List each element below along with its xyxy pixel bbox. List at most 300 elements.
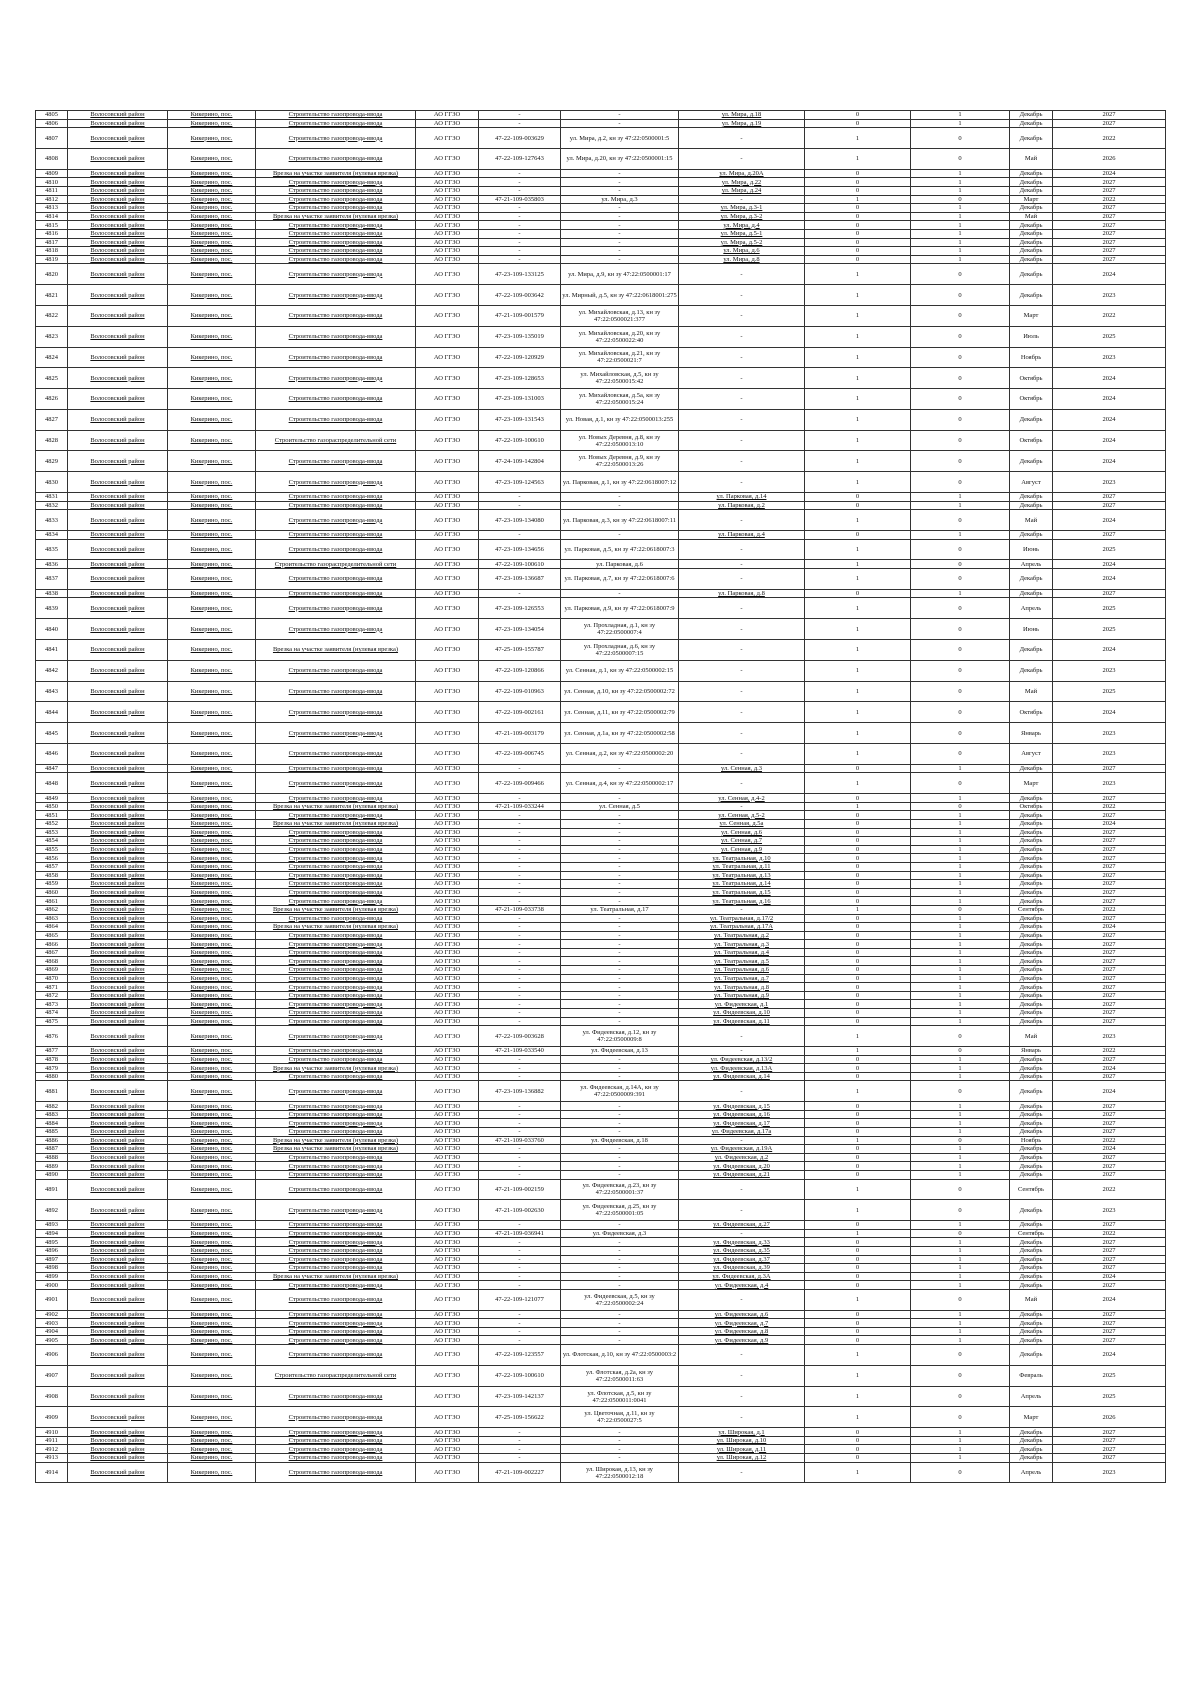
row-number-cell: 4889	[36, 1162, 68, 1171]
district-cell: Волосовский район	[68, 1102, 168, 1111]
organization-cell: АО ГГЗО	[416, 1336, 479, 1345]
count-b-cell: 1	[911, 589, 1010, 598]
organization-cell: АО ГГЗО	[416, 409, 479, 430]
organization-cell: АО ГГЗО	[416, 598, 479, 619]
month-cell: Декабрь	[1010, 837, 1053, 846]
month-cell: Сентябрь	[1010, 1229, 1053, 1238]
address-cadastral-cell: -	[561, 1064, 679, 1073]
district-cell: Волосовский район	[68, 1017, 168, 1026]
year-cell: 2027	[1053, 837, 1166, 846]
count-a-cell: 1	[805, 1026, 911, 1047]
count-a-cell: 1	[805, 1462, 911, 1483]
year-cell: 2027	[1053, 221, 1166, 230]
count-a-cell: 1	[805, 1081, 911, 1102]
application-number-cell: -	[479, 1454, 561, 1463]
application-number-cell: -	[479, 888, 561, 897]
year-cell: 2027	[1053, 914, 1166, 923]
count-a-cell: 0	[805, 1454, 911, 1463]
district-cell: Волосовский район	[68, 1319, 168, 1328]
month-cell: Декабрь	[1010, 1009, 1053, 1018]
count-a-cell: 1	[805, 702, 911, 723]
count-a-cell: 0	[805, 1119, 911, 1128]
address-cell: -	[679, 472, 805, 493]
table-row	[36, 1289, 1166, 1310]
application-number-cell: 47-21-109-036941	[479, 1229, 561, 1238]
address-cadastral-cell: ул. Сенная, д.1а, кн зу 47:22:0500002:58	[561, 723, 679, 744]
organization-cell: АО ГГЗО	[416, 305, 479, 326]
year-cell: 2027	[1053, 1319, 1166, 1328]
address-cadastral-cell: -	[561, 819, 679, 828]
work-type-cell: Строительство газопровода-ввода	[256, 186, 416, 195]
count-a-cell: 0	[805, 178, 911, 187]
month-cell: Декабрь	[1010, 1162, 1053, 1171]
year-cell: 2027	[1053, 1072, 1166, 1081]
settlement-cell: Кикерино, пос.	[168, 811, 256, 820]
address-cell: ул. Фидеевская, д.39	[679, 1264, 805, 1273]
district-cell: Волосовский район	[68, 598, 168, 619]
count-a-cell: 0	[805, 871, 911, 880]
organization-cell: АО ГГЗО	[416, 1436, 479, 1445]
table-row	[36, 389, 1166, 410]
table-row	[36, 326, 1166, 347]
district-cell: Волосовский район	[68, 169, 168, 178]
count-b-cell: 0	[911, 389, 1010, 410]
table-row	[36, 880, 1166, 889]
year-cell: 2023	[1053, 1026, 1166, 1047]
row-number-cell: 4808	[36, 148, 68, 169]
district-cell: Волосовский район	[68, 501, 168, 510]
application-number-cell: 47-23-109-136687	[479, 569, 561, 590]
month-cell: Сентябрь	[1010, 905, 1053, 914]
district-cell: Волосовский район	[68, 238, 168, 247]
row-number-cell: 4819	[36, 255, 68, 264]
year-cell: 2026	[1053, 148, 1166, 169]
count-a-cell: 0	[805, 238, 911, 247]
row-number-cell: 4898	[36, 1264, 68, 1273]
row-number-cell: 4805	[36, 111, 68, 120]
row-number-cell: 4825	[36, 368, 68, 389]
settlement-cell: Кикерино, пос.	[168, 539, 256, 560]
month-cell: Декабрь	[1010, 1445, 1053, 1454]
address-cell: -	[679, 128, 805, 149]
count-b-cell: 1	[911, 212, 1010, 221]
work-type-cell: Строительство газопровода-ввода	[256, 1310, 416, 1319]
row-number-cell: 4892	[36, 1200, 68, 1221]
address-cell: ул. Фидеевская, д.13/2	[679, 1055, 805, 1064]
table-row	[36, 802, 1166, 811]
organization-cell: АО ГГЗО	[416, 1127, 479, 1136]
district-cell: Волосовский район	[68, 305, 168, 326]
district-cell: Волосовский район	[68, 1055, 168, 1064]
work-type-cell: Строительство газопровода-ввода	[256, 1110, 416, 1119]
address-cell: ул. Широкая, д.1	[679, 1428, 805, 1437]
address-cell: -	[679, 430, 805, 451]
organization-cell: АО ГГЗО	[416, 819, 479, 828]
work-type-cell: Строительство газораспределительной сети	[256, 560, 416, 569]
row-number-cell: 4863	[36, 914, 68, 923]
row-number-cell: 4873	[36, 1000, 68, 1009]
address-cadastral-cell: -	[561, 1072, 679, 1081]
district-cell: Волосовский район	[68, 1289, 168, 1310]
row-number-cell: 4835	[36, 539, 68, 560]
district-cell: Волосовский район	[68, 888, 168, 897]
month-cell: Июнь	[1010, 619, 1053, 640]
count-a-cell: 1	[805, 905, 911, 914]
row-number-cell: 4806	[36, 119, 68, 128]
row-number-cell: 4901	[36, 1289, 68, 1310]
count-b-cell: 1	[911, 1264, 1010, 1273]
address-cell: -	[679, 1179, 805, 1200]
count-b-cell: 0	[911, 285, 1010, 306]
application-number-cell: 47-22-109-120866	[479, 660, 561, 681]
row-number-cell: 4861	[36, 897, 68, 906]
address-cadastral-cell: ул. Парковая, д.7, кн зу 47:22:0618007:6	[561, 569, 679, 590]
count-a-cell: 0	[805, 1055, 911, 1064]
year-cell: 2027	[1053, 862, 1166, 871]
work-type-cell: Строительство газопровода-ввода	[256, 347, 416, 368]
district-cell: Волосовский район	[68, 948, 168, 957]
month-cell: Март	[1010, 305, 1053, 326]
organization-cell: АО ГГЗО	[416, 897, 479, 906]
district-cell: Волосовский район	[68, 794, 168, 803]
month-cell: Декабрь	[1010, 1238, 1053, 1247]
address-cell: ул. Фидеевская, д.16	[679, 1110, 805, 1119]
count-b-cell: 0	[911, 1407, 1010, 1428]
count-a-cell: 0	[805, 1281, 911, 1290]
month-cell: Февраль	[1010, 1365, 1053, 1386]
address-cadastral-cell: -	[561, 1272, 679, 1281]
application-number-cell: -	[479, 923, 561, 932]
year-cell: 2022	[1053, 305, 1166, 326]
row-number-cell: 4860	[36, 888, 68, 897]
organization-cell: АО ГГЗО	[416, 195, 479, 204]
district-cell: Волосовский район	[68, 1336, 168, 1345]
row-number-cell: 4874	[36, 1009, 68, 1018]
count-a-cell: 0	[805, 1170, 911, 1179]
table-row	[36, 948, 1166, 957]
month-cell: Декабрь	[1010, 178, 1053, 187]
address-cadastral-cell: -	[561, 811, 679, 820]
month-cell: Март	[1010, 195, 1053, 204]
count-b-cell: 0	[911, 660, 1010, 681]
organization-cell: АО ГГЗО	[416, 1310, 479, 1319]
row-number-cell: 4858	[36, 871, 68, 880]
year-cell: 2027	[1053, 880, 1166, 889]
month-cell: Декабрь	[1010, 1246, 1053, 1255]
settlement-cell: Кикерино, пос.	[168, 1255, 256, 1264]
month-cell: Декабрь	[1010, 221, 1053, 230]
table-row	[36, 409, 1166, 430]
month-cell: Декабрь	[1010, 111, 1053, 120]
settlement-cell: Кикерино, пос.	[168, 660, 256, 681]
district-cell: Волосовский район	[68, 255, 168, 264]
district-cell: Волосовский район	[68, 264, 168, 285]
row-number-cell: 4890	[36, 1170, 68, 1179]
address-cadastral-cell: -	[561, 1221, 679, 1230]
settlement-cell: Кикерино, пос.	[168, 723, 256, 744]
organization-cell: АО ГГЗО	[416, 264, 479, 285]
district-cell: Волосовский район	[68, 326, 168, 347]
gasification-plan-table	[35, 110, 1166, 1483]
district-cell: Волосовский район	[68, 1179, 168, 1200]
organization-cell: АО ГГЗО	[416, 764, 479, 773]
work-type-cell: Строительство газопровода-ввода	[256, 119, 416, 128]
count-a-cell: 1	[805, 539, 911, 560]
count-a-cell: 0	[805, 1255, 911, 1264]
year-cell: 2025	[1053, 1365, 1166, 1386]
work-type-cell: Строительство газопровода-ввода	[256, 837, 416, 846]
district-cell: Волосовский район	[68, 940, 168, 949]
count-a-cell: 1	[805, 660, 911, 681]
address-cell: ул. Театральная, д.8	[679, 983, 805, 992]
row-number-cell: 4826	[36, 389, 68, 410]
application-number-cell: -	[479, 811, 561, 820]
row-number-cell: 4832	[36, 501, 68, 510]
row-number-cell: 4897	[36, 1255, 68, 1264]
year-cell: 2027	[1053, 1153, 1166, 1162]
address-cadastral-cell: -	[561, 169, 679, 178]
settlement-cell: Кикерино, пос.	[168, 510, 256, 531]
count-b-cell: 0	[911, 1200, 1010, 1221]
work-type-cell: Строительство газопровода-ввода	[256, 811, 416, 820]
work-type-cell: Строительство газопровода-ввода	[256, 1327, 416, 1336]
work-type-cell: Врезка на участке заявителя (нулевая врезка)	[256, 905, 416, 914]
count-a-cell: 1	[805, 773, 911, 794]
organization-cell: АО ГГЗО	[416, 148, 479, 169]
work-type-cell: Строительство газопровода-ввода	[256, 1009, 416, 1018]
address-cadastral-cell: -	[561, 212, 679, 221]
table-row	[36, 1072, 1166, 1081]
count-b-cell: 1	[911, 819, 1010, 828]
table-row	[36, 1436, 1166, 1445]
year-cell: 2024	[1053, 368, 1166, 389]
application-number-cell: -	[479, 991, 561, 1000]
address-cell: ул. Фидеевская, д.37	[679, 1255, 805, 1264]
district-cell: Волосовский район	[68, 111, 168, 120]
count-a-cell: 0	[805, 811, 911, 820]
count-a-cell: 0	[805, 247, 911, 256]
district-cell: Волосовский район	[68, 845, 168, 854]
address-cadastral-cell: -	[561, 1238, 679, 1247]
row-number-cell: 4896	[36, 1246, 68, 1255]
count-a-cell: 1	[805, 1407, 911, 1428]
row-number-cell: 4912	[36, 1445, 68, 1454]
month-cell: Июль	[1010, 326, 1053, 347]
organization-cell: АО ГГЗО	[416, 1064, 479, 1073]
count-a-cell: 0	[805, 923, 911, 932]
count-b-cell: 1	[911, 1170, 1010, 1179]
table-row	[36, 619, 1166, 640]
year-cell: 2027	[1053, 957, 1166, 966]
address-cell: ул. Фидеевская, д.10	[679, 1009, 805, 1018]
work-type-cell: Строительство газопровода-ввода	[256, 794, 416, 803]
settlement-cell: Кикерино, пос.	[168, 1310, 256, 1319]
settlement-cell: Кикерино, пос.	[168, 640, 256, 661]
month-cell: Декабрь	[1010, 451, 1053, 472]
settlement-cell: Кикерино, пос.	[168, 389, 256, 410]
settlement-cell: Кикерино, пос.	[168, 914, 256, 923]
settlement-cell: Кикерино, пос.	[168, 1407, 256, 1428]
application-number-cell: 47-21-109-033540	[479, 1047, 561, 1056]
work-type-cell: Строительство газораспределительной сети	[256, 430, 416, 451]
month-cell: Декабрь	[1010, 493, 1053, 502]
settlement-cell: Кикерино, пос.	[168, 1110, 256, 1119]
address-cell: ул. Театральная, д.15	[679, 888, 805, 897]
row-number-cell: 4870	[36, 974, 68, 983]
application-number-cell: -	[479, 169, 561, 178]
table-row	[36, 186, 1166, 195]
settlement-cell: Кикерино, пос.	[168, 1462, 256, 1483]
address-cadastral-cell: -	[561, 914, 679, 923]
district-cell: Волосовский район	[68, 1009, 168, 1018]
district-cell: Волосовский район	[68, 1110, 168, 1119]
address-cell: ул. Мира, д.18	[679, 111, 805, 120]
district-cell: Волосовский район	[68, 862, 168, 871]
work-type-cell: Строительство газопровода-ввода	[256, 880, 416, 889]
district-cell: Волосовский район	[68, 1145, 168, 1154]
row-number-cell: 4902	[36, 1310, 68, 1319]
settlement-cell: Кикерино, пос.	[168, 1229, 256, 1238]
address-cadastral-cell: -	[561, 794, 679, 803]
address-cell: ул. Фидеевская, д.3А	[679, 1272, 805, 1281]
address-cadastral-cell: ул. Михайловская, д.5а, кн зу 47:22:0500015:24	[561, 389, 679, 410]
work-type-cell: Строительство газопровода-ввода	[256, 1162, 416, 1171]
application-number-cell: 47-23-109-142137	[479, 1386, 561, 1407]
settlement-cell: Кикерино, пос.	[168, 828, 256, 837]
row-number-cell: 4838	[36, 589, 68, 598]
year-cell: 2023	[1053, 744, 1166, 765]
organization-cell: АО ГГЗО	[416, 186, 479, 195]
address-cadastral-cell: -	[561, 974, 679, 983]
application-number-cell: -	[479, 1319, 561, 1328]
count-b-cell: 1	[911, 1272, 1010, 1281]
settlement-cell: Кикерино, пос.	[168, 1047, 256, 1056]
settlement-cell: Кикерино, пос.	[168, 854, 256, 863]
organization-cell: АО ГГЗО	[416, 1119, 479, 1128]
count-b-cell: 1	[911, 501, 1010, 510]
count-b-cell: 0	[911, 128, 1010, 149]
table-row	[36, 368, 1166, 389]
application-number-cell: 47-25-109-155787	[479, 640, 561, 661]
year-cell: 2024	[1053, 1081, 1166, 1102]
work-type-cell: Строительство газопровода-ввода	[256, 111, 416, 120]
table-row	[36, 221, 1166, 230]
address-cell: -	[679, 723, 805, 744]
address-cadastral-cell: ул. Сенная, д.11, кн зу 47:22:0500002:79	[561, 702, 679, 723]
count-b-cell: 0	[911, 264, 1010, 285]
settlement-cell: Кикерино, пос.	[168, 255, 256, 264]
work-type-cell: Строительство газопровода-ввода	[256, 368, 416, 389]
table-row	[36, 1238, 1166, 1247]
row-number-cell: 4843	[36, 681, 68, 702]
address-cell: ул. Мира, д.20А	[679, 169, 805, 178]
count-b-cell: 0	[911, 430, 1010, 451]
work-type-cell: Строительство газопровода-ввода	[256, 764, 416, 773]
count-a-cell: 0	[805, 888, 911, 897]
work-type-cell: Строительство газопровода-ввода	[256, 1289, 416, 1310]
count-b-cell: 1	[911, 111, 1010, 120]
row-number-cell: 4888	[36, 1153, 68, 1162]
address-cell: -	[679, 681, 805, 702]
district-cell: Волосовский район	[68, 1170, 168, 1179]
count-a-cell: 0	[805, 1445, 911, 1454]
address-cadastral-cell: ул. Новых Деревня, д.8, кн зу 47:22:0500013:10	[561, 430, 679, 451]
count-b-cell: 1	[911, 1145, 1010, 1154]
table-body	[36, 111, 1166, 1483]
address-cell: ул. Фидеевская, д.14	[679, 1072, 805, 1081]
application-number-cell: 47-21-109-002227	[479, 1462, 561, 1483]
table-row	[36, 128, 1166, 149]
address-cell: -	[679, 1365, 805, 1386]
count-b-cell: 1	[911, 531, 1010, 540]
month-cell: Декабрь	[1010, 794, 1053, 803]
count-a-cell: 0	[805, 966, 911, 975]
month-cell: Декабрь	[1010, 264, 1053, 285]
organization-cell: АО ГГЗО	[416, 1162, 479, 1171]
work-type-cell: Строительство газопровода-ввода	[256, 1127, 416, 1136]
year-cell: 2023	[1053, 773, 1166, 794]
row-number-cell: 4812	[36, 195, 68, 204]
month-cell: Октябрь	[1010, 802, 1053, 811]
table-row	[36, 966, 1166, 975]
table-row	[36, 1127, 1166, 1136]
address-cell: -	[679, 619, 805, 640]
district-cell: Волосовский район	[68, 1436, 168, 1445]
address-cadastral-cell: -	[561, 888, 679, 897]
work-type-cell: Строительство газопровода-ввода	[256, 914, 416, 923]
count-b-cell: 1	[911, 178, 1010, 187]
month-cell: Декабрь	[1010, 1255, 1053, 1264]
work-type-cell: Строительство газопровода-ввода	[256, 285, 416, 306]
work-type-cell: Строительство газопровода-ввода	[256, 1319, 416, 1328]
address-cadastral-cell: -	[561, 493, 679, 502]
address-cell: ул. Сенная, д.9	[679, 845, 805, 854]
address-cell: -	[679, 347, 805, 368]
year-cell: 2024	[1053, 923, 1166, 932]
row-number-cell: 4837	[36, 569, 68, 590]
district-cell: Волосовский район	[68, 1365, 168, 1386]
district-cell: Волосовский район	[68, 897, 168, 906]
district-cell: Волосовский район	[68, 493, 168, 502]
year-cell: 2027	[1053, 764, 1166, 773]
address-cell: ул. Фидеевская, д.19А	[679, 1145, 805, 1154]
count-b-cell: 1	[911, 1445, 1010, 1454]
row-number-cell: 4849	[36, 794, 68, 803]
row-number-cell: 4844	[36, 702, 68, 723]
table-row	[36, 1200, 1166, 1221]
count-b-cell: 1	[911, 247, 1010, 256]
row-number-cell: 4904	[36, 1327, 68, 1336]
district-cell: Волосовский район	[68, 347, 168, 368]
year-cell: 2022	[1053, 1179, 1166, 1200]
organization-cell: АО ГГЗО	[416, 531, 479, 540]
district-cell: Волосовский район	[68, 1428, 168, 1437]
application-number-cell: -	[479, 948, 561, 957]
count-a-cell: 0	[805, 186, 911, 195]
district-cell: Волосовский район	[68, 1072, 168, 1081]
count-b-cell: 0	[911, 451, 1010, 472]
table-row	[36, 773, 1166, 794]
year-cell: 2027	[1053, 966, 1166, 975]
work-type-cell: Врезка на участке заявителя (нулевая врезка)	[256, 1272, 416, 1281]
organization-cell: АО ГГЗО	[416, 1102, 479, 1111]
address-cadastral-cell: -	[561, 1170, 679, 1179]
work-type-cell: Строительство газопровода-ввода	[256, 501, 416, 510]
table-row	[36, 640, 1166, 661]
address-cadastral-cell: -	[561, 1428, 679, 1437]
district-cell: Волосовский район	[68, 204, 168, 213]
work-type-cell: Строительство газопровода-ввода	[256, 1246, 416, 1255]
